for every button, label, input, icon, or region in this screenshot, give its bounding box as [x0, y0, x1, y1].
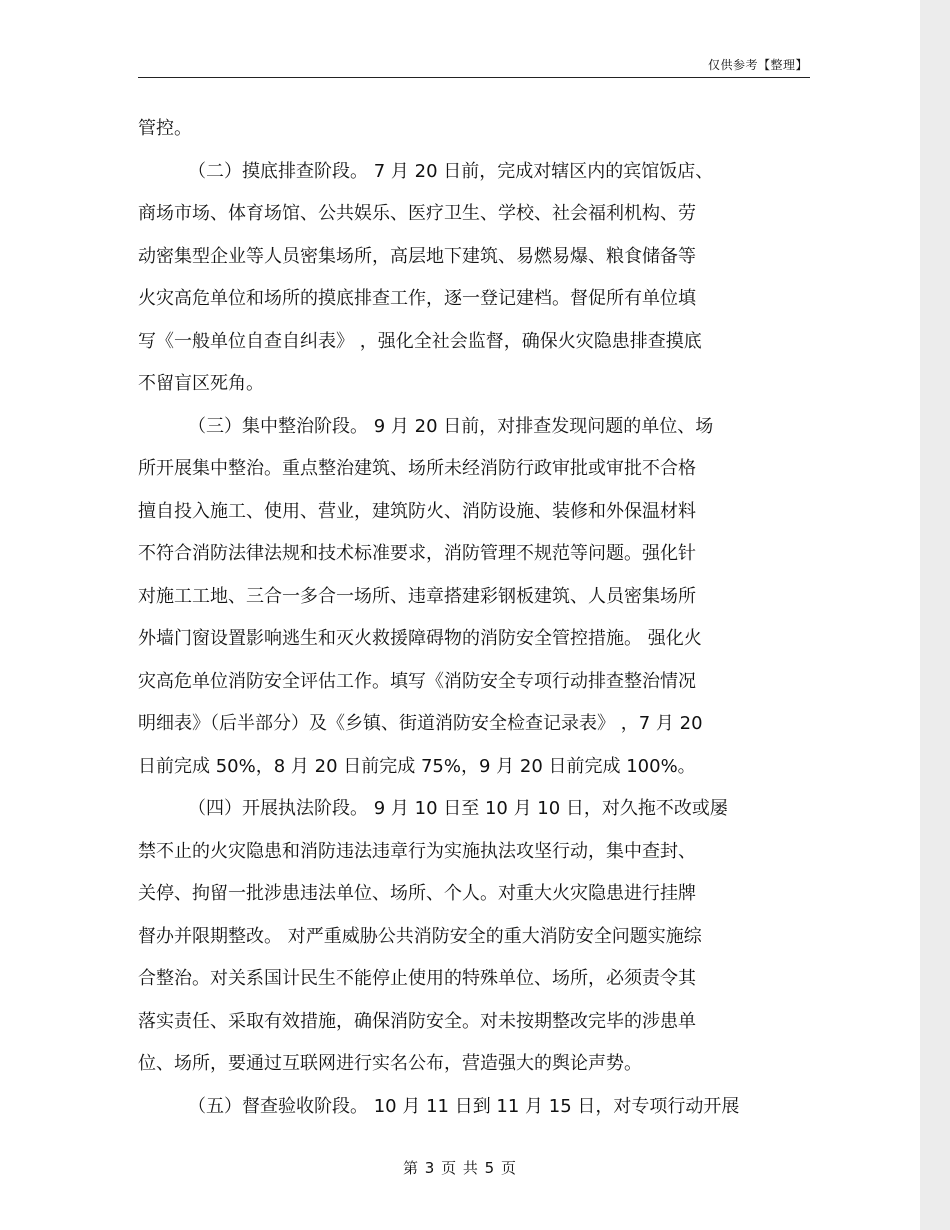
text-line: 动密集型企业等人员密集场所，高层地下建筑、易燃易爆、粮食储备等: [138, 245, 696, 267]
header-note: 仅供参考【整理】: [707, 58, 808, 72]
paragraph-start-line: （五）督查验收阶段。 10 月 11 日到 11 月 15 日，对专项行动开展: [188, 1095, 740, 1117]
text-line: 关停、拘留一批涉患违法单位、场所、个人。对重大火灾隐患进行挂牌: [138, 883, 696, 904]
text-line: 不留盲区死角。: [138, 373, 264, 394]
text-line: 商场市场、体育场馆、公共娱乐、医疗卫生、学校、社会福利机构、劳: [138, 203, 696, 224]
text-line: 外墙门窗设置影响逃生和灭火救援障碍物的消防安全管控措施。 强化火: [138, 628, 702, 649]
text-line: 位、场所，要通过互联网进行实名公布，营造强大的舆论声势。: [138, 1053, 642, 1074]
text-line: 合整治。对关系国计民生不能停止使用的特殊单位、场所，必须责令其: [138, 968, 696, 989]
page-number-footer: 第 3 页 共 5 页: [403, 1159, 517, 1177]
text-line: 火灾高危单位和场所的摸底排查工作，逐一登记建档。督促所有单位填: [138, 288, 696, 309]
text-line: 督办并限期整改。 对严重威胁公共消防安全的重大消防安全问题实施综: [138, 925, 702, 947]
paragraph-start-line: （三）集中整治阶段。 9 月 20 日前，对排查发现问题的单位、场: [188, 415, 714, 437]
text-line: 写《一般单位自查自纠表》 ，强化全社会监督，确保火灾隐患排查摸底: [138, 330, 702, 352]
document-body: [138, 108, 818, 1128]
text-line: 管控。: [138, 118, 192, 139]
paragraph-start-line: （二）摸底排查阶段。 7 月 20 日前，完成对辖区内的宾馆饭店、: [188, 160, 714, 182]
text-line: 明细表》（后半部分）及《乡镇、街道消防安全检查记录表》 ，7 月 20: [138, 713, 703, 734]
header-divider: [138, 77, 810, 78]
text-line: 擅自投入施工、使用、营业，建筑防火、消防设施、装修和外保温材料: [138, 500, 696, 522]
text-line: 对施工工地、三合一多合一场所、违章搭建彩钢板建筑、人员密集场所: [138, 585, 696, 607]
text-line: 日前完成 50%，8 月 20 日前完成 75%，9 月 20 日前完成 100%。: [138, 755, 696, 777]
text-line: 灾高危单位消防安全评估工作。填写《消防安全专项行动排查整治情况: [138, 670, 696, 692]
text-line: 所开展集中整治。重点整治建筑、场所未经消防行政审批或审批不合格: [138, 458, 696, 479]
text-line: 不符合消防法律法规和技术标准要求，消防管理不规范等问题。强化针: [138, 543, 696, 564]
paragraph-start-line: （四）开展执法阶段。 9 月 10 日至 10 月 10 日，对久拖不改或屡: [188, 798, 728, 819]
text-line: 落实责任、采取有效措施，确保消防安全。对未按期整改完毕的涉患单: [138, 1010, 696, 1032]
text-line: 禁不止的火灾隐患和消防违法违章行为实施执法攻坚行动，集中查封、: [138, 840, 696, 862]
